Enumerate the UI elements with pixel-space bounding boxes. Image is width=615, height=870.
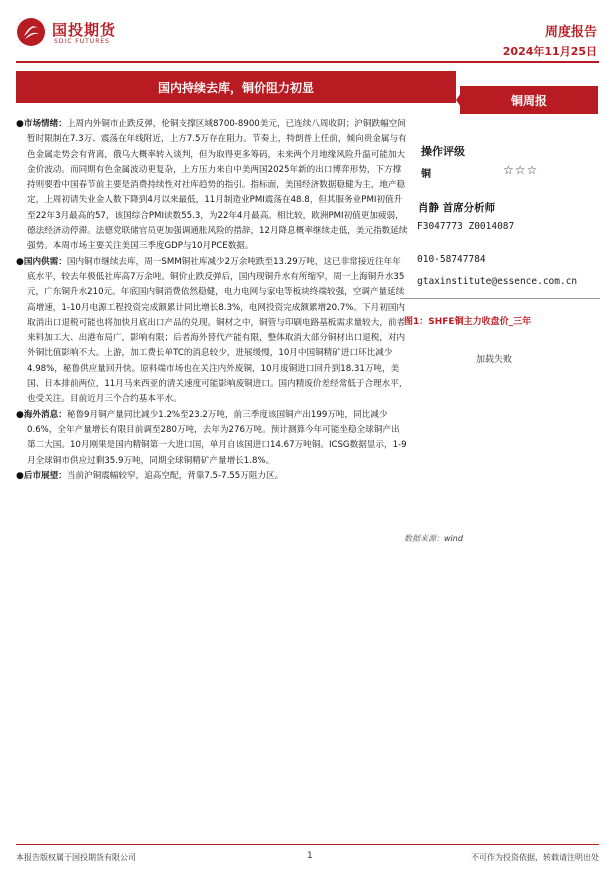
footer-copyright: 本报告版权属于国投期货有限公司 — [16, 853, 136, 862]
paragraph-outlook — [16, 469, 408, 484]
paragraph-market-sentiment — [16, 117, 408, 255]
brand-name-en: SDIC FUTURES — [54, 38, 110, 45]
report-body — [16, 117, 408, 484]
brand-logo — [16, 17, 146, 47]
paragraph-overseas-news — [16, 408, 408, 469]
figure-title: 图1：SHFE铜主力收盘价_三年 — [404, 317, 532, 327]
paragraph-label: 市场情绪： — [23, 119, 67, 129]
rating-stars: ☆☆☆ — [503, 163, 539, 177]
report-title: 国内持续去库，铜价阻力初显 — [16, 71, 456, 103]
report-date: 2024年11月25日 — [502, 45, 597, 58]
rating-item: 铜 — [421, 169, 431, 180]
page-number: 1 — [307, 851, 313, 861]
bullet-icon: ● — [16, 409, 24, 420]
figure-load-failed: 加载失败 — [476, 355, 513, 365]
figure-source — [404, 533, 463, 544]
paragraph-label: 海外消息： — [23, 409, 67, 420]
analyst-phone: 010-58747784 — [417, 254, 486, 265]
analyst-cert: F3047773 Z0014087 — [417, 221, 515, 232]
report-type: 周度报告 — [544, 25, 597, 40]
paragraph-text: 上周内外铜市止跌反弹，伦铜支撑区域8700-8900美元，已连续八周收阴；沪铜跌幅空间暂时限制在7.3万、震荡在年线附近，上方7.5万存在阻力。节奏上，特朗普上任前，倾向贵金属与有色金属走势会有背离，俄乌大概率转入谈判，但为取得更多筹码，未来两个月地缘风险升温可能加大金价波动。而同期有色金属波动更复杂，上方压力来自中美两国2025年新的出口博弈形势，下方撑持则要看中国春节前主要是消费持续性对社库趋势的指引。指标面，美国经济数据稳健为主，地产稳定，上周初请失业金人数下降到4月以来最低，11月制造业PMI震荡在48.8，但其服务业PMI初值升至22年3月最高的57，该国综合PMI读数55.3，为22年4月最高。相比较，欧洲PMI初值更加疲弱，德法经济动停滞。法德党联储官员更加强调通胀风险的措辞，12月降息概率继续走低，美元指数延续强势。本周市场主要关注美国三季度GDP与10月PCE数据。 — [27, 119, 408, 252]
paragraph-text: 秘鲁9月铜产量同比减少1.2%至23.2万吨，前三季度该国铜产出199万吨，同比减少0.6%，全年产量增长有限目前调至280万吨，去年为276万吨。预计测算今年可能坐稳全球铜产出第二大国。10月刚果是国内精铜第一大进口国，单月自该国进口14.67万吨铜。ICSG数据显示，1-9月全球铜市供应过剩35.9万吨，同期全球铜精矿产量增长1.8%。 — [27, 409, 407, 466]
header-divider — [16, 61, 599, 63]
paragraph-label: 国内供需： — [23, 256, 67, 267]
figure-source-value: wind — [444, 534, 463, 543]
bullet-icon: ● — [16, 119, 24, 129]
report-category-tag: 铜周报 — [460, 86, 598, 114]
figure-source-label: 数据来源： — [404, 534, 444, 543]
paragraph-text: 国内铜市继续去库，周一SMM铜社库减少2万余吨跌至13.29万吨，这已非常接近往年年底水平，较去年极低社库高7万余吨。铜价止跌反弹后，国内现铜升水有所缩窄，周一上海铜升水35元，广东铜升水210元。年底国内铜消费依然稳健，电力电网与家电等板块终端较强，空调产量延续高增速，1-10月电源工程投资完成额累计同比增长8.3%，电网投资完成额累增20.7%。下月初国内取消出口退税可能也将加快月底出口产品的兑现。铜材之中，铜管与印刷电路基板需求量较大，前者来料加工大、出港布局广，影响有限；后者海外替代产能有限，整体取消大部分铜材出口退税，对内外铜比值影响不大。上游，加工费长单TC的消息较少，进展缓慢，10月中国铜精矿进口环比减少4.98%，秘鲁供应量回升快。原料端市场也在关注内外废铜，10月废铜进口回升到18.31万吨，美国、日本排前两位，11月马来西亚的清关速度可能影响废铜进口。国内精废价差经常低于合理水平，也受关注。目前近月三个合约基本平水。 — [27, 256, 408, 405]
paragraph-label: 后市展望： — [23, 470, 67, 481]
analyst-name: 肖静 首席分析师 — [418, 202, 496, 214]
bullet-icon: ● — [16, 470, 24, 481]
figure-divider — [400, 298, 600, 299]
footer-divider — [16, 844, 599, 845]
brand-name-cn: 国投期货 — [52, 21, 117, 39]
analyst-email[interactable]: gtaxinstitute@essence.com.cn — [417, 276, 578, 287]
paragraph-text: 当前沪铜震幅较窄，追高空配，背靠7.5-7.55万阻力区。 — [66, 470, 284, 481]
paragraph-domestic-supply-demand — [16, 255, 408, 408]
footer-disclaimer: 不可作为投资依据，转载请注明出处 — [471, 853, 599, 862]
sdic-logo-icon — [16, 17, 46, 47]
rating-label: 操作评级 — [421, 145, 465, 158]
bullet-icon: ● — [16, 256, 24, 267]
